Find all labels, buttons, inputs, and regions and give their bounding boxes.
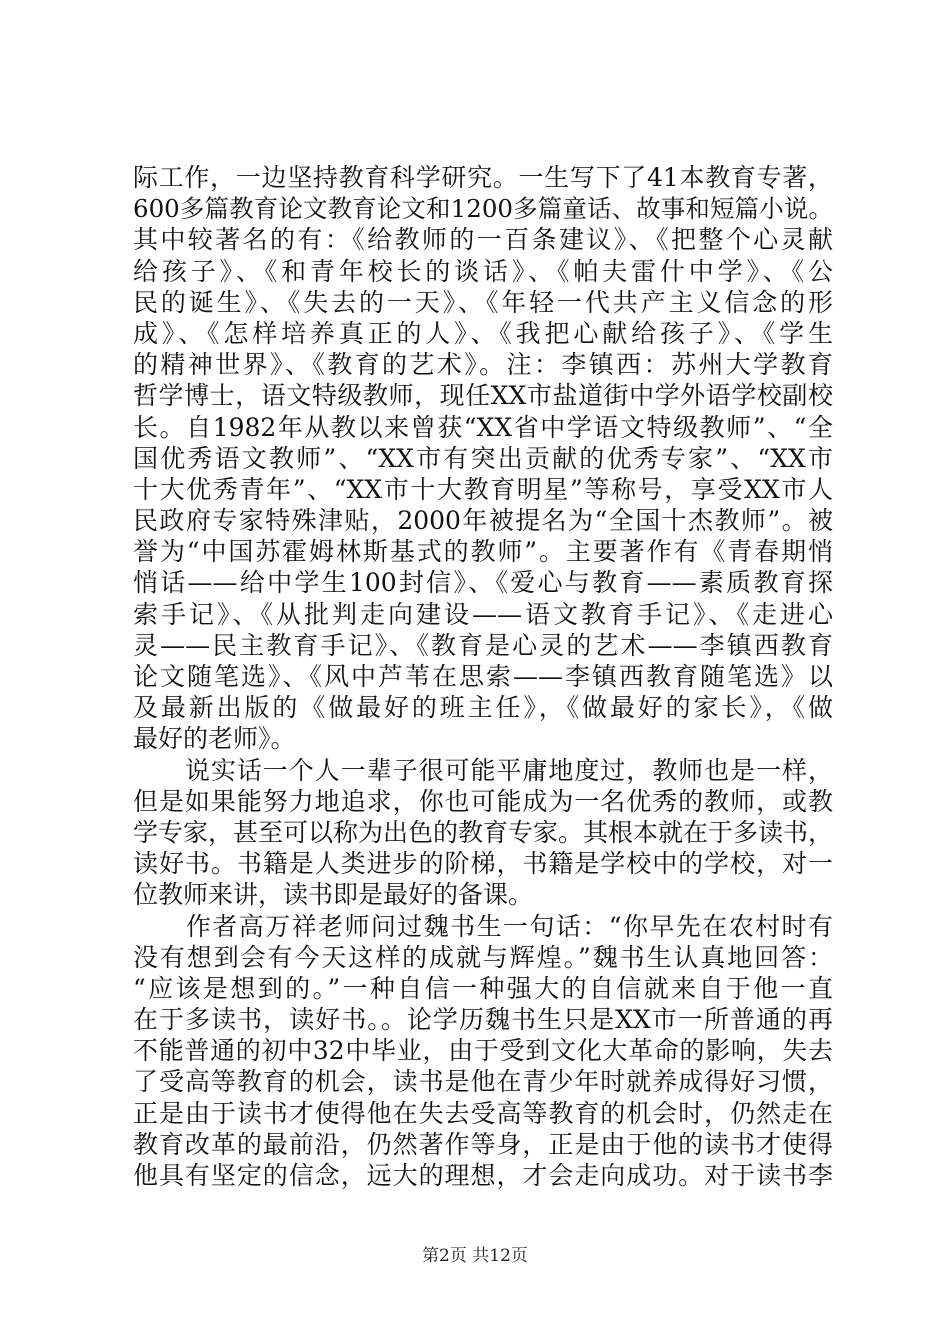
text-line: 索手记》、《从批判走向建设——语文教育手记》、《走进心: [133, 599, 833, 629]
text-line: 十大优秀青年”、“XX市十大教育明星”等称号，享受XX市人: [133, 474, 833, 504]
text-line: 教育改革的最前沿，仍然著作等身，正是由于他的读书才使得: [133, 1129, 833, 1159]
document-body: [133, 162, 833, 1191]
text-line: 国优秀语文教师”、“XX市有突出贡献的优秀专家”、“XX市: [133, 443, 833, 473]
text-line: 的精神世界》、《教育的艺术》。注：李镇西：苏州大学教育: [133, 350, 833, 380]
text-line: 没有想到会有今天这样的成就与辉煌。”魏书生认真地回答：: [133, 942, 833, 972]
text-line: 论文随笔选》、《风中芦苇在思索——李镇西教育随笔选》以: [133, 662, 833, 691]
text-line: 读好书。书籍是人类进步的阶梯，书籍是学校中的学校，对一: [133, 849, 833, 879]
text-line: 600多篇教育论文教育论文和1200多篇童话、故事和短篇小说。: [133, 194, 833, 224]
text-line: 给孩子》、《和青年校长的谈话》、《帕夫雷什中学》、《公: [133, 256, 833, 286]
text-line: 悄话——给中学生100封信》、《爱心与教育——素质教育探: [133, 568, 833, 598]
text-line: 学专家，甚至可以称为出色的教育专家。其根本就在于多读书，: [133, 817, 833, 847]
text-line: 说实话一个人一辈子很可能平庸地度过，教师也是一样，: [133, 755, 833, 785]
text-line: 民的诞生》、《失去的一天》、《年轻一代共产主义信念的形: [133, 287, 833, 317]
text-line: 作者高万祥老师问过魏书生一句话：“你早先在农村时有: [133, 911, 833, 941]
text-line: 在于多读书，读好书。。论学历魏书生只是XX市一所普通的再: [133, 1005, 833, 1035]
text-line: 成》、《怎样培养真正的人》、《我把心献给孩子》、《学生: [133, 318, 833, 348]
text-line: 其中较著名的有：《给教师的一百条建议》、《把整个心灵献: [133, 225, 833, 255]
text-line: 不能普通的初中32中毕业，由于受到文化大革命的影响，失去: [133, 1036, 833, 1066]
text-line: 际工作，一边坚持教育科学研究。一生写下了41本教育专著，: [133, 163, 833, 192]
text-line: 民政府专家特殊津贴，2000年被提名为“全国十杰教师”。被: [133, 506, 833, 536]
text-line: 正是由于读书才使得他在失去受高等教育的机会时，仍然走在: [133, 1098, 833, 1128]
text-line: 但是如果能努力地追求，你也可能成为一名优秀的教师，或教: [133, 786, 833, 816]
text-line: 位教师来讲，读书即是最好的备课。: [133, 880, 534, 910]
text-line: 誉为“中国苏霍姆林斯基式的教师”。主要著作有《青春期悄: [133, 537, 833, 567]
text-line: 及最新出版的《做最好的班主任》，《做最好的家长》，《做: [133, 693, 833, 723]
text-line: 最好的老师》。: [133, 724, 296, 754]
text-line: 他具有坚定的信念，远大的理想，才会走向成功。对于读书李: [133, 1161, 833, 1190]
page-footer: 第2页 共12页: [422, 1246, 528, 1266]
text-line: “应该是想到的。”一种自信一种强大的自信就来自于他一直: [133, 973, 833, 1003]
text-line: 哲学博士，语文特级教师，现任XX市盐道街中学外语学校副校: [133, 381, 833, 411]
text-line: 灵——民主教育手记》、《教育是心灵的艺术——李镇西教育: [133, 630, 833, 660]
text-line: 了受高等教育的机会，读书是他在青少年时就养成得好习惯，: [133, 1067, 833, 1097]
text-line: 长。自1982年从教以来曾获“XX省中学语文特级教师”、“全: [133, 412, 833, 442]
